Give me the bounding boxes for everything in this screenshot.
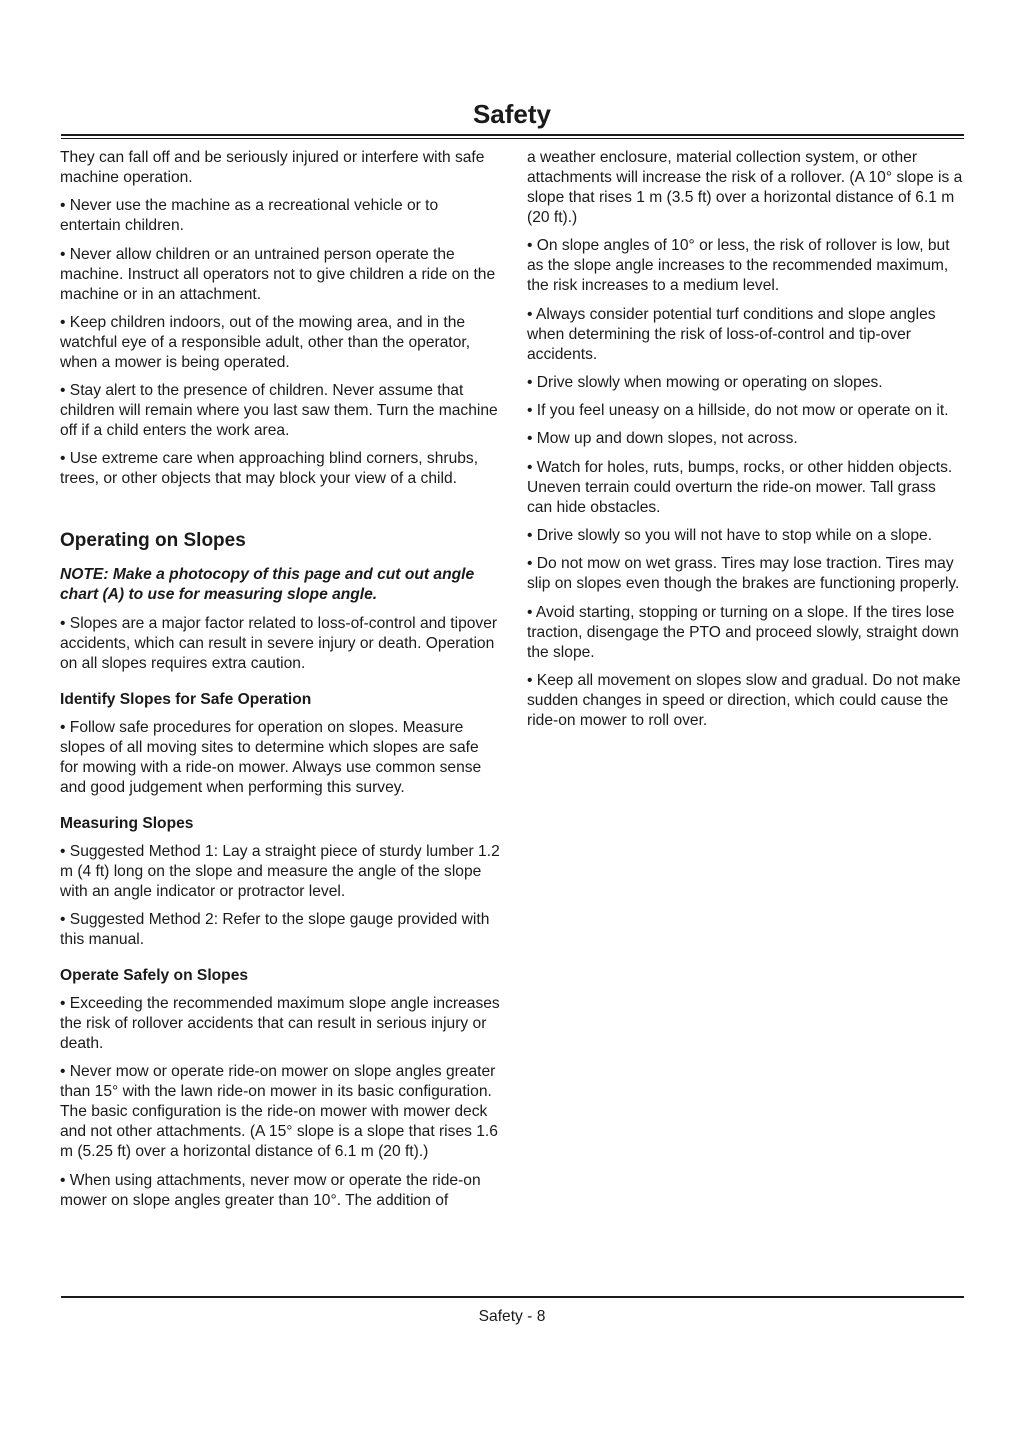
subheading-measuring-slopes: Measuring Slopes	[60, 814, 194, 832]
bullet-item: • Suggested Method 2: Refer to the slope gauge provided with this manual.	[60, 911, 490, 949]
bullet-item: • Do not mow on wet grass. Tires may lose traction. Tires may slip on slopes even though the brakes are functioning properly.	[527, 555, 960, 593]
paragraph: a weather enclosure, material collection system, or other attachments will increase the risk of a rollover. (A 10° slope is a slope that rises 1 m (3.5 ft) over a horizontal distance of 6.1 m (20 ft).)	[527, 149, 963, 226]
bullet-item: • Drive slowly so you will not have to stop while on a slope.	[527, 527, 933, 545]
bullet-item: • Stay alert to the presence of children. Never assume that children will remain where you last saw them. Turn the machine off if a child enters the work area.	[60, 382, 498, 440]
footer-rule	[61, 1296, 964, 1298]
right-column	[527, 148, 965, 739]
bullet-item: • On slope angles of 10° or less, the risk of rollover is low, but as the slope angle increases to the recommended maximum, the risk increases to a medium level.	[527, 237, 950, 295]
bullet-item: • Use extreme care when approaching blind corners, shrubs, trees, or other objects that may block your view of a child.	[60, 450, 479, 488]
bullet-item: • Follow safe procedures for operation on slopes. Measure slopes of all moving sites to determine which slopes are safe for mowing with a ride-on mower. Always use common sense and good judgement when performing this survey.	[60, 718, 482, 796]
bullet-item: • Never mow or operate ride-on mower on slope angles greater than 15° with the lawn ride-on mower in its basic configuration. The basic configuration is the ride-on mower with mower deck and not other attachments. (A 15° slope is a slope that rises 1.6 m (5.25 ft) over a horizontal distance of 6.1 m (20 ft).)	[60, 1063, 498, 1161]
header-rule-thick	[61, 134, 964, 136]
bullet-item: • Never allow children or an untrained person operate the machine. Instruct all operators not to give children a ride on the machine or in an attachment.	[60, 245, 496, 303]
bullet-item: • Slopes are a major factor related to loss-of-control and tipover accidents, which can result in severe injury or death. Operation on all slopes requires extra caution.	[60, 614, 498, 672]
bullet-item: • If you feel uneasy on a hillside, do not mow or operate on it.	[527, 402, 949, 420]
page-title: Safety	[472, 99, 552, 129]
subheading-identify-slopes: Identify Slopes for Safe Operation	[60, 690, 312, 708]
paragraph: They can fall off and be seriously injured or interfere with safe machine operation.	[60, 149, 485, 186]
bullet-item: • When using attachments, never mow or operate the ride-on mower on slope angles greater than 10°. The addition of	[60, 1171, 481, 1209]
bullet-item: • Avoid starting, stopping or turning on a slope. If the tires lose traction, disengage the PTO and proceed slowly, straight down the slope.	[527, 603, 959, 661]
subheading-operate-safely: Operate Safely on Slopes	[60, 967, 249, 985]
bullet-item: • Mow up and down slopes, not across.	[527, 430, 798, 448]
left-column	[60, 148, 500, 1219]
bullet-item: • Suggested Method 1: Lay a straight piece of sturdy lumber 1.2 m (4 ft) long on the slope and measure the angle of the slope with an angle indicator or protractor level.	[60, 842, 500, 900]
bullet-item: • Always consider potential turf conditions and slope angles when determining the risk of loss-of-control and tip-over accidents.	[527, 305, 936, 363]
header-rule-thin	[61, 138, 964, 139]
page-number: Safety - 8	[478, 1308, 546, 1325]
bullet-item: • Keep all movement on slopes slow and gradual. Do not make sudden changes in speed or direction, which could cause the ride-on mower to roll over.	[527, 671, 961, 729]
bullet-item: • Keep children indoors, out of the mowing area, and in the watchful eye of a responsible adult, other than the operator, when a mower is being operated.	[60, 313, 471, 371]
bullet-item: • Exceeding the recommended maximum slope angle increases the risk of rollover accidents that can result in serious injury or death.	[60, 995, 500, 1053]
bullet-item: • Drive slowly when mowing or operating on slopes.	[527, 373, 883, 391]
bullet-item: • Watch for holes, ruts, bumps, rocks, or other hidden objects. Uneven terrain could overturn the ride-on mower. Tall grass can hide obstacles.	[527, 458, 953, 516]
section-heading-operating-on-slopes: Operating on Slopes	[60, 530, 246, 552]
note-text: NOTE: Make a photocopy of this page and cut out angle chart (A) to use for measuring slope angle.	[60, 566, 475, 604]
bullet-item: • Never use the machine as a recreational vehicle or to entertain children.	[60, 197, 439, 235]
